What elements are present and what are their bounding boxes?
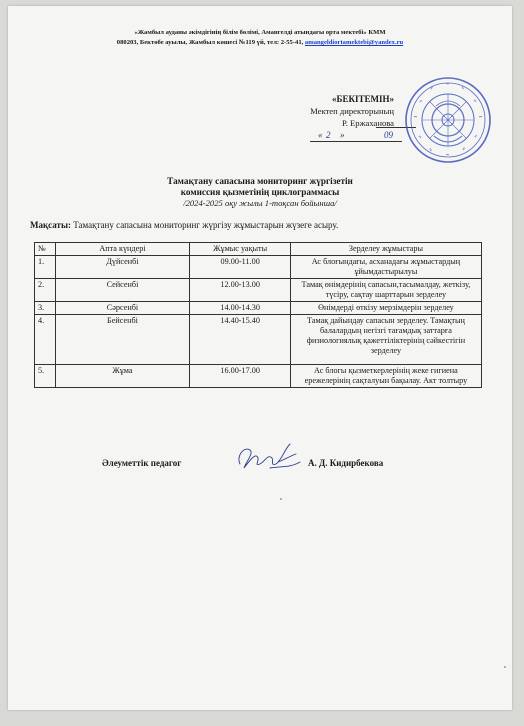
goal-label: Мақсаты: [30,220,71,230]
table-row [35,315,482,365]
cell-task: Ас блоғындағы, асханадағы жұмыстардың ұйымдастырылуы [290,256,481,279]
cell-num: 4. [35,315,56,365]
cell-time: 12.00-13.00 [190,279,290,302]
cell-time: 14.40-15.40 [190,315,290,365]
cell-day: Бейсенбі [55,315,190,365]
schedule-table [34,242,482,388]
col-header-day: Апта күндері [55,243,190,256]
cell-task: Өнімдерді өткізу мерзімдерін зерделеу [290,302,481,315]
cell-time: 16.00-17.00 [190,365,290,388]
date-day: 2 [326,130,331,140]
cell-task: Тамақ өнімдерінің сапасын,тасымалдау, жеткізу, түсіру, сақтау шарттарын зерделеу [290,279,481,302]
cell-day: Жұма [55,365,190,388]
approval-position: Мектеп директорының [310,106,394,116]
approval-date [310,131,402,142]
paper-speck [504,666,506,668]
cell-time: 14.00-14.30 [190,302,290,315]
table-row [35,256,482,279]
cell-task: Тамақ дайындау сапасын зерделеу. Тамақтың балалардың негізгі тағамдық заттарға физиологиялық қажеттіліктерінің сәйкестігін зерделеу [290,315,481,365]
cell-num: 5. [35,365,56,388]
signer-role: Әлеуметтік педагог [102,458,182,468]
table-row [35,279,482,302]
table-row [35,302,482,315]
col-header-task: Зерделеу жұмыстары [290,243,481,256]
col-header-time: Жұмыс уақыты [190,243,290,256]
approval-name: Р. Ержаханова [342,118,394,128]
cell-day: Сейсенбі [55,279,190,302]
cell-num: 3. [35,302,56,315]
org-header-line1: «Жамбыл ауданы әкімдігінің білім бөлімі, Амангелді атындағы орта мектебі» КММ [134,29,386,36]
date-open-quote: « [318,130,323,140]
org-address: 080203, Бектөбе ауылы, Жамбыл көшесі №119 үй, тел: 2-55-41, [116,39,305,46]
document-page [8,6,512,710]
table-header-row [35,243,482,256]
doc-title-period: /2024-2025 оқу жылы 1-тоқсан бойынша/ [183,198,337,208]
date-month: 09 [384,130,393,140]
cell-day: Дүйсенбі [55,256,190,279]
official-seal-icon [404,76,492,164]
paper-speck [280,498,282,500]
doc-title-line2: комиссия қызметінің циклограммасы [180,187,340,197]
cell-day: Сәрсенбі [55,302,190,315]
col-header-num: № [35,243,56,256]
goal-text: Тамақтану сапасына мониторинг жүргізу жұмыстарын жүзеге асыру. [71,220,339,230]
goal-statement [30,220,338,230]
doc-title-line1: Тамақтану сапасына мониторинг жүргізетін [167,176,353,186]
cell-task: Ас блогы қызметкерлерінің жеке гигиена ережелерінің сақталуын бақылау. Акт толтыру [290,365,481,388]
signer-name: А. Д. Кидирбекова [308,458,384,468]
table-row [35,365,482,388]
org-email-link[interactable]: amangeldiortamektebi@yandex.ru [304,39,404,46]
approval-heading: «БЕКІТЕМІН» [332,94,394,104]
cell-num: 2. [35,279,56,302]
cell-num: 1. [35,256,56,279]
cell-time: 09.00-11.00 [190,256,290,279]
signature-icon [234,438,308,474]
org-header-line2 [8,39,512,46]
date-close-quote: » [340,130,345,140]
